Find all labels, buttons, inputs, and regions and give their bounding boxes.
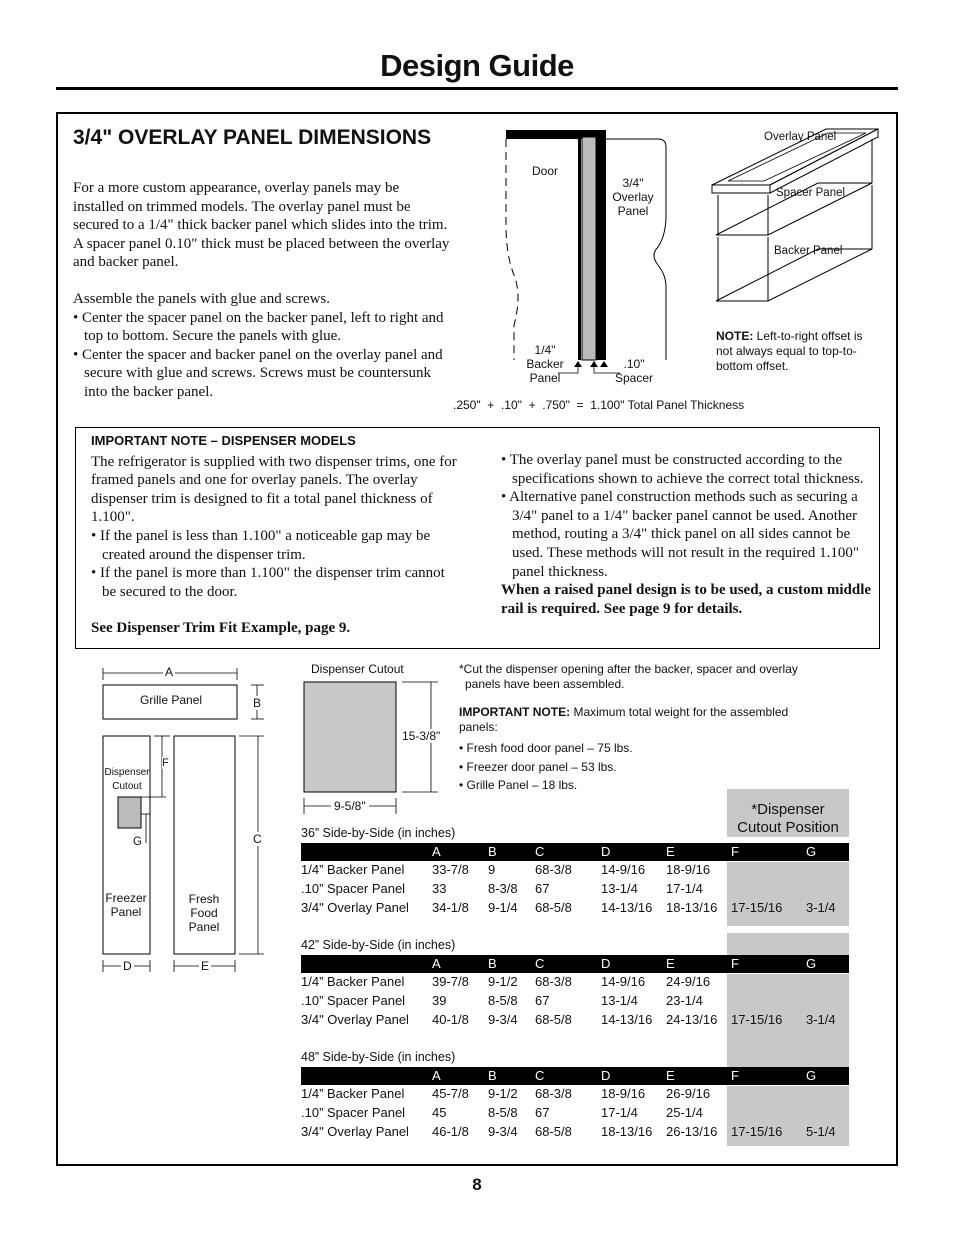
door-label: Door xyxy=(532,164,559,178)
list-item: • If the panel is more than 1.100" the dispenser trim cannot be secured to the door. xyxy=(91,565,445,600)
cutout-position-header: *Dispenser Cutout Position xyxy=(727,789,849,837)
iso-overlay-label: Overlay Panel xyxy=(764,131,837,143)
table-header: A B C D E F G xyxy=(301,1067,849,1085)
table-header: A B C D E F G xyxy=(301,955,849,973)
page-number: 8 xyxy=(472,1175,482,1194)
dim-g-label: G xyxy=(133,836,142,848)
dim-b-label: B xyxy=(253,696,262,710)
table-header: A B C D E F G xyxy=(301,843,849,861)
spacer-label: .10" Spacer xyxy=(614,357,654,385)
table-title-36: 36” Side-by-Side (in inches) xyxy=(301,826,456,840)
title-rule xyxy=(56,87,898,90)
table-row: 3/4" Overlay Panel 40-1/8 9-3/4 68-5/8 14-13/16 24-13/16 17-15/16 3-1/4 xyxy=(301,1012,836,1027)
cutout-height-label: 15-3/8" xyxy=(402,729,441,743)
dispenser-note-left: IMPORTANT NOTE – DISPENSER MODELS The refrigerator is supplied with two dispenser trims, one for framed panels and one for overlay panels. The overlay dispenser trim is designed to fit a total panel thickness of 1.100". • If the panel is less than 1.100" a noticeable gap may be created around the dispenser trim. • If the panel is more than 1.100" the dispenser trim cannot be secured to the door. See Dispenser Trim Fit Example, page 9. xyxy=(91,432,461,638)
cutout-title: Dispenser Cutout xyxy=(311,662,404,676)
dim-f-label: F xyxy=(162,757,169,769)
grille-panel-label: Grille Panel xyxy=(140,693,203,707)
cut-note: *Cut the dispenser opening after the backer, spacer and overlay panels have been assembled. xyxy=(459,662,798,691)
dimension-table-36 xyxy=(301,843,849,918)
dispenser-note-right xyxy=(501,451,875,618)
overlay-panel-label: 3/4" Overlay Panel xyxy=(612,176,654,218)
fresh-food-panel-label: Fresh Food Panel xyxy=(188,892,220,934)
table-title-48: 48” Side-by-Side (in inches) xyxy=(301,1050,456,1064)
table-row: .10” Spacer Panel 39 8-5/8 67 13-1/4 23-1/4 xyxy=(301,993,703,1008)
table-title-42: 42” Side-by-Side (in inches) xyxy=(301,938,456,952)
raised-panel-note: When a raised panel design is to be used, a custom middle rail is required. See page 9 for details. xyxy=(501,582,872,617)
iso-spacer-label: Spacer Panel xyxy=(776,187,846,199)
dispenser-note-heading: IMPORTANT NOTE – DISPENSER MODELS xyxy=(91,433,356,448)
isometric-panel-diagram xyxy=(706,125,886,310)
list-item: • Freezer door panel – 53 lbs. xyxy=(459,759,617,774)
table-row: .10” Spacer Panel 45 8-5/8 67 17-1/4 25-1/4 xyxy=(301,1105,703,1120)
backer-panel-label: 1/4" Backer Panel xyxy=(526,343,564,385)
see-reference: See Dispenser Trim Fit Example, page 9. xyxy=(91,620,351,637)
page-title: Design Guide xyxy=(380,48,574,83)
cutout-width-label: 9-5/8" xyxy=(331,799,369,813)
freezer-panel-label: Freezer Panel xyxy=(105,891,147,919)
table-row: 1/4” Backer Panel 39-7/8 9-1/2 68-3/8 14-9/16 24-9/16 xyxy=(301,974,711,989)
list-item: • If the panel is less than 1.100" a noticeable gap may be created around the dispenser trim. xyxy=(91,527,431,563)
list-item: • Fresh food door panel – 75 lbs. xyxy=(459,741,633,755)
dimension-table-42 xyxy=(301,955,849,1030)
table-row: 1/4” Backer Panel 33-7/8 9 68-3/8 14-9/16 18-9/16 xyxy=(301,862,711,877)
dim-e-label: E xyxy=(201,959,210,973)
table-row: 1/4” Backer Panel 45-7/8 9-1/2 68-3/8 18-9/16 26-9/16 xyxy=(301,1086,711,1101)
cutout-diagram xyxy=(298,678,448,818)
dispenser-cutout-label: Dispenser Cutout xyxy=(104,767,150,792)
table-row: 3/4" Overlay Panel 46-1/8 9-3/4 68-5/8 18-13/16 26-13/16 17-15/16 5-1/4 xyxy=(301,1124,836,1139)
dim-d-label: D xyxy=(123,959,132,973)
cutout-column-bg xyxy=(727,1038,849,1068)
iso-backer-label: Backer Panel xyxy=(774,245,843,257)
offset-note: NOTE: Left-to-right offset is not always equal to top-to-bottom offset. xyxy=(716,329,863,373)
list-item: • Grille Panel – 18 lbs. xyxy=(459,778,578,792)
cutout-column-bg xyxy=(727,933,849,955)
weight-list xyxy=(459,739,633,795)
table-row: 3/4" Overlay Panel 34-1/8 9-1/4 68-5/8 14-13/16 18-13/16 17-15/16 3-1/4 xyxy=(301,900,836,915)
section-title: 3/4" OVERLAY PANEL DIMENSIONS xyxy=(73,126,432,149)
assemble-line: Assemble the panels with glue and screws. xyxy=(73,290,331,307)
list-item: • The overlay panel must be constructed according to the specifications shown to achieve the correct total thickness. xyxy=(501,452,864,487)
intro-text xyxy=(73,179,453,402)
weight-note: IMPORTANT NOTE: Maximum total weight for the assembled panels: xyxy=(459,705,789,734)
thickness-formula: .250" + .10" + .750" = 1.100" Total Panel Thickness xyxy=(453,398,745,412)
list-item: • Alternative panel construction methods such as securing a 3/4" panel to a 1/4" backer panel cannot be used. Another method, routing a 3/4" thick panel on all sides cannot be used. These methods will not result in the required 1.100" panel thickness. xyxy=(501,489,860,580)
assemble-bullets xyxy=(73,309,453,402)
dimension-table-48 xyxy=(301,1067,849,1142)
dim-c-label: C xyxy=(253,832,262,846)
list-item: • Center the spacer and backer panel on the overlay panel and secure with glue and screws. Screws must be countersunk into the backer panel. xyxy=(73,346,443,400)
intro-paragraph: For a more custom appearance, overlay panels may be installed on trimmed models. The overlay panel must be secured to a 1/4" thick backer panel which slides into the trim. A spacer panel 0.10" thick must be placed between the overlay and backer panel. xyxy=(73,180,450,271)
list-item: • Center the spacer panel on the backer panel, left to right and top to bottom. Secure the panels with glue. xyxy=(73,309,444,345)
dim-a-label: A xyxy=(165,665,174,679)
table-row: .10” Spacer Panel 33 8-3/8 67 13-1/4 17-1/4 xyxy=(301,881,703,896)
